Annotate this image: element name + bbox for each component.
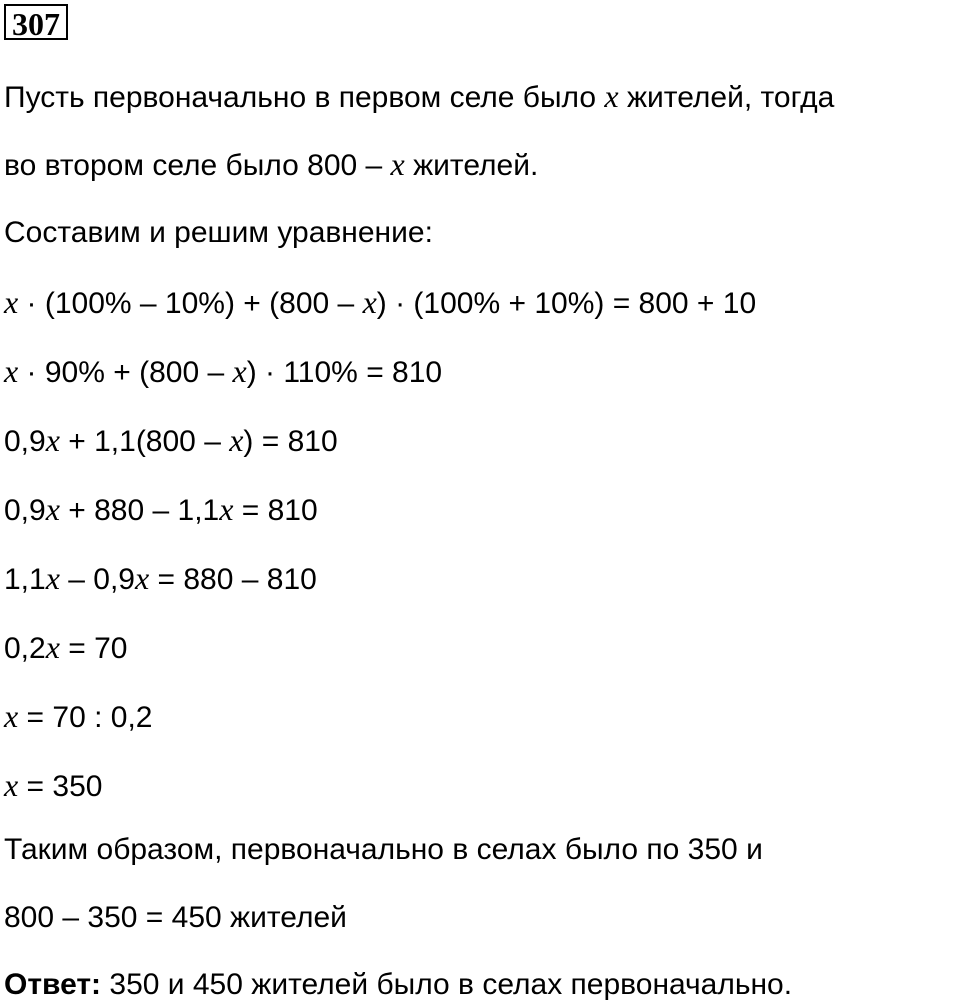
text: ) · (100% + 10%) = 800 + 10 [376,287,757,320]
answer-text: 350 и 450 жителей было в селах первоначально. [101,968,793,1001]
text: 1,1 [4,563,46,596]
variable-x: x [45,422,60,458]
equation-6 [4,627,127,669]
conclusion-line-1: Таким образом, первоначально в селах было по 350 и [4,833,763,866]
text: жителей, тогда [618,81,835,114]
text: Пусть первоначально в первом селе было [4,81,605,114]
answer-line [4,965,792,1005]
variable-x: x [45,491,60,527]
intro-line-3: Составим и решим уравнение: [4,216,433,249]
text: 0,9 [4,425,46,458]
text: во втором селе было 800 – [4,149,391,182]
variable-x: x [4,353,19,389]
text: жителей. [404,149,539,182]
text: – 0,9 [59,563,135,596]
variable-x: x [219,491,234,527]
variable-x: x [45,560,60,596]
variable-x: x [134,560,150,596]
equation-7 [4,696,152,738]
text: + 1,1(800 – [59,425,230,458]
variable-x: x [45,629,60,665]
variable-x: x [4,767,19,803]
variable-x: x [4,698,19,734]
variable-x: x [229,422,244,458]
text: ) · 110% = 810 [246,356,443,389]
intro-line-1 [4,76,834,118]
variable-x: x [604,78,619,114]
text: ) = 810 [243,425,338,458]
variable-x: x [4,284,19,320]
equation-2 [4,351,442,393]
text: 0,9 [4,494,46,527]
text: = 70 [59,632,128,665]
answer-label: Ответ: [4,968,102,1001]
variable-x: x [232,353,247,389]
equation-3 [4,420,338,462]
text: · (100% – 10%) + (800 – [18,287,363,320]
conclusion-line-2: 800 – 350 = 450 жителей [4,901,347,934]
text: = 810 [233,494,318,527]
text: 0,2 [4,632,46,665]
problem-number: 307 [4,4,68,40]
text: = 350 [18,770,103,803]
variable-x: x [362,284,377,320]
text: · 90% + (800 – [18,356,233,389]
equation-8 [4,765,102,807]
intro-line-2 [4,144,538,186]
equation-1 [4,282,756,324]
equation-4 [4,489,318,531]
variable-x: x [390,146,405,182]
equation-5 [4,558,317,600]
text: = 880 – 810 [149,563,317,596]
text: = 70 : 0,2 [18,701,153,734]
text: + 880 – 1,1 [59,494,220,527]
